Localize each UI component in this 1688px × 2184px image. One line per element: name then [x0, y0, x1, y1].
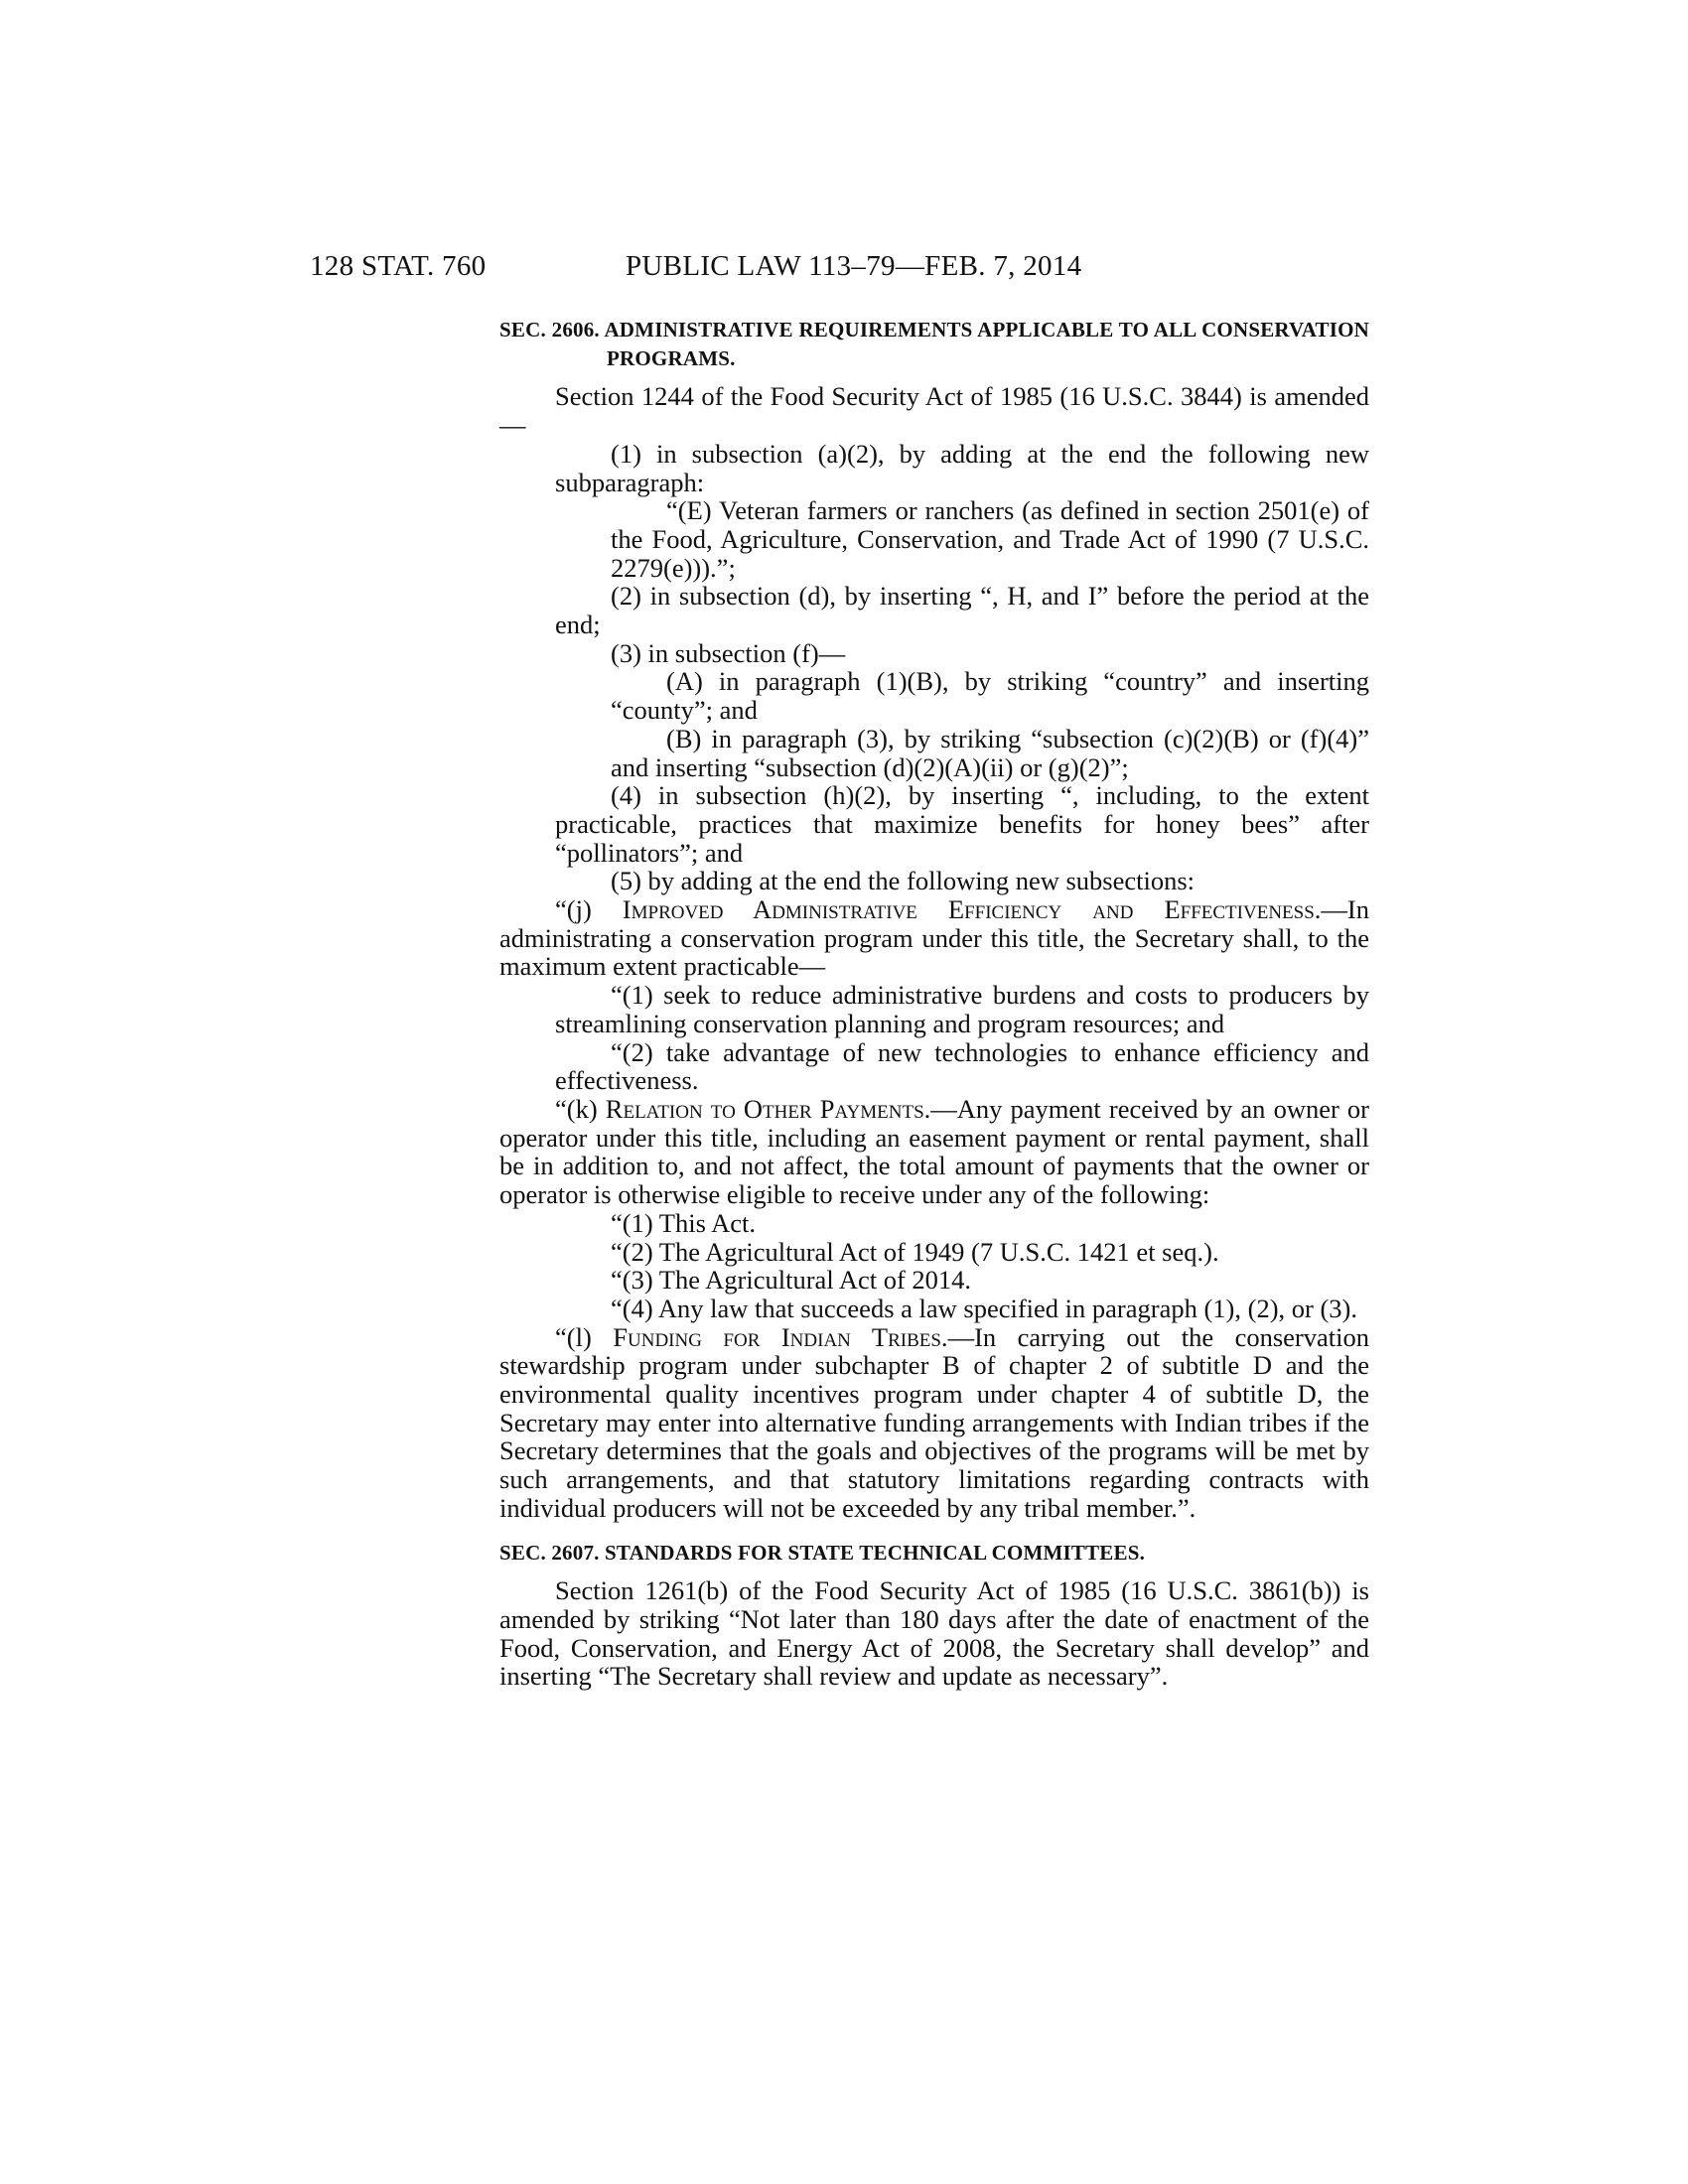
subsection-k-text: —Any payment received by an owner or operator under this title, including an easement payment or rental payment, shall be in addition to, and not affect, the total amount of payments that the owner or operator is otherwise eligible to receive under any of the following:: [499, 1093, 1369, 1210]
subsection-j-label: “(j): [555, 894, 623, 925]
paragraph-2: (2) in subsection (d), by inserting “, H, and I” before the period at the end;: [555, 581, 1369, 640]
document-body: [499, 316, 1369, 1691]
section-2606-heading: SEC. 2606. ADMINISTRATIVE REQUIREMENTS APPLICABLE TO ALL CONSERVATION PROGRAMS.: [499, 318, 1369, 370]
section-2606-intro: Section 1244 of the Food Security Act of 1985 (16 U.S.C. 3844) is amended—: [499, 381, 1369, 441]
subsection-l-caption: Funding for Indian Tribes.: [613, 1321, 948, 1352]
subparagraph-1-e: “(E) Veteran farmers or ranchers (as defined in section 2501(e) of the Food, Agriculture, Conservation, and Trade Act of 1990 (7 U.S.C. 2279(e))).”;: [611, 495, 1369, 583]
subsection-j-1: “(1) seek to reduce administrative burdens and costs to producers by streamlining conservation planning and program resources; and: [555, 980, 1369, 1038]
subparagraph-3-a: (A) in paragraph (1)(B), by striking “country” and inserting “county”; and: [611, 666, 1369, 726]
subsection-k-1: “(1) This Act.: [611, 1207, 756, 1238]
statute-page-number: 128 STAT. 760: [310, 250, 487, 282]
subsection-k: [499, 1095, 1369, 1209]
subparagraph-3-b: (B) in paragraph (3), by striking “subsection (c)(2)(B) or (f)(4)” and inserting “subsection (d)(2)(A)(ii) or (g)(2)”;: [611, 723, 1369, 782]
subsection-l-text: —In carrying out the conservation stewardship program under subchapter B of chapter 2 of subtitle D and the environmental quality incentives program under chapter 4 of subtitle D, the Secretary may enter into alternative funding arrangements with Indian tribes if the Secretary determines that the goals and objectives of the programs will be met by such arrangements, and that statutory limitations regarding contracts with individual producers will not be exceeded by any tribal member.”.: [499, 1321, 1369, 1523]
subsection-k-caption: Relation to Other Payments.: [605, 1093, 931, 1124]
subsection-j: [499, 895, 1369, 981]
subsection-k-2: “(2) The Agricultural Act of 1949 (7 U.S.C. 1421 et seq.).: [611, 1236, 1219, 1267]
section-2607-text: Section 1261(b) of the Food Security Act of 1985 (16 U.S.C. 3861(b)) is amended by striking “Not later than 180 days after the date of enactment of the Food, Conservation, and Energy Act of 2008, the Secretary shall develop” and inserting “The Secretary shall review and update as necessary”.: [499, 1575, 1369, 1692]
subsection-k-label: “(k): [555, 1093, 606, 1124]
subsection-j-2: “(2) take advantage of new technologies to enhance efficiency and effectiveness.: [555, 1036, 1369, 1096]
subsection-l-label: “(l): [555, 1321, 614, 1352]
public-law-title: PUBLIC LAW 113–79—FEB. 7, 2014: [626, 250, 1082, 282]
subsection-l: [499, 1323, 1369, 1523]
page-header: [0, 250, 1688, 290]
subsection-k-3: “(3) The Agricultural Act of 2014.: [611, 1265, 972, 1296]
subsection-j-text: —In administrating a conservation program under this title, the Secretary shall, to the maximum extent practicable—: [499, 894, 1369, 982]
paragraph-3: (3) in subsection (f)—: [611, 637, 846, 668]
subsection-k-4: “(4) Any law that succeeds a law specified in paragraph (1), (2), or (3).: [611, 1293, 1358, 1323]
section-2607-heading: SEC. 2607. STANDARDS FOR STATE TECHNICAL COMMITTEES.: [499, 1540, 1146, 1565]
paragraph-1: (1) in subsection (a)(2), by adding at the end the following new subparagraph:: [555, 438, 1369, 497]
paragraph-4: (4) in subsection (h)(2), by inserting “, including, to the extent practicable, practices that maximize benefits for honey bees” after “pollinators”; and: [555, 780, 1369, 868]
paragraph-5: (5) by adding at the end the following new subsections:: [611, 866, 1196, 896]
subsection-j-caption: Improved Administrative Efficiency and Effectiveness.: [622, 894, 1322, 925]
